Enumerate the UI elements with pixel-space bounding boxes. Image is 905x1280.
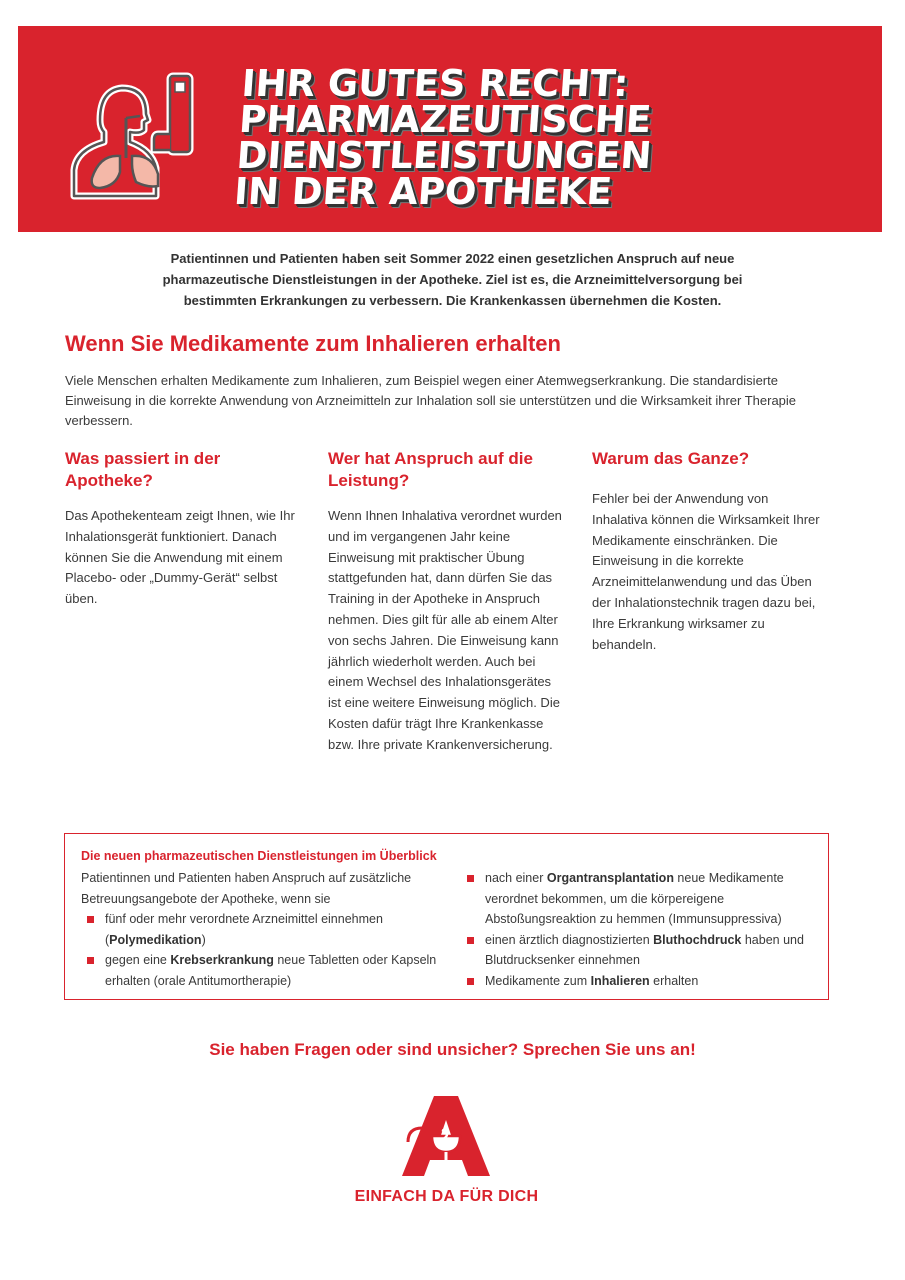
header-banner (18, 26, 882, 232)
overview-list-left (81, 909, 451, 991)
bullet-square-icon (87, 916, 94, 923)
bullet-square-icon (87, 957, 94, 964)
column-heading: Was passiert in der Apotheke? (65, 449, 221, 490)
banner-title-line: PHARMAZEUTISCHE (237, 98, 653, 141)
bullet-square-icon (467, 875, 474, 882)
footer-slogan: EINFACH DA FÜR DICH (354, 1188, 539, 1205)
banner-title-line: IHR GUTES RECHT: (240, 62, 630, 105)
overview-list-right (461, 868, 811, 992)
column-eligibility (328, 448, 563, 756)
apotheke-a-logo-icon (400, 1092, 492, 1180)
list-item: Medikamente zum Inhalieren erhalten (461, 971, 811, 992)
section-heading: Wenn Sie Medikamente zum Inhalieren erhalten (65, 331, 561, 356)
banner-title (232, 62, 703, 213)
bullet-square-icon (467, 937, 474, 944)
overview-title: Die neuen pharmazeutischen Dienstleistungen im Überblick (81, 849, 437, 863)
column-why (592, 448, 827, 655)
list-item: gegen eine Krebserkrankung neue Tabletten oder Kapseln erhalten (orale Antitumortherapie) (81, 950, 451, 991)
column-heading: Warum das Ganze? (592, 449, 750, 468)
overview-box (64, 833, 829, 1000)
section-lead: Viele Menschen erhalten Medikamente zum Inhalieren, zum Beispiel wegen einer Atemwegserkrankung. Die standardisierte Einweisung in die korrekte Anwendung von Arzneimitteln zur Inhalation soll sie unterstützen und die Wirksamkeit ihrer Therapie verbessern. (65, 373, 797, 428)
overview-left-column (81, 868, 451, 992)
overview-right-column (461, 868, 811, 992)
overview-intro: Patientinnen und Patienten haben Anspruch auf zusätzliche Betreuungsangebote der Apotheke, wenn sie (81, 871, 412, 906)
bullet-square-icon (467, 978, 474, 985)
banner-title-line: IN DER APOTHEKE (232, 170, 614, 213)
column-what-happens (65, 448, 300, 610)
list-item: fünf oder mehr verordnete Arzneimittel einnehmen (Polymedikation) (81, 909, 451, 950)
list-item: nach einer Organtransplantation neue Medikamente verordnet bekommen, um die körpereigene Abstoßungsreaktion zu hemmen (Immunsuppressiva) (461, 868, 811, 930)
column-text: Das Apothekenteam zeigt Ihnen, wie Ihr Inhalationsgerät funktioniert. Danach können Sie die Anwendung mit einem Placebo- oder „Dummy-Gerät“ selbst üben. (65, 508, 295, 607)
column-heading: Wer hat Anspruch auf die Leistung? (328, 449, 533, 490)
list-item: einen ärztlich diagnostizierten Bluthochdruck haben und Blutdrucksenker einnehmen (461, 930, 811, 971)
intro-paragraph: Patientinnen und Patienten haben seit Sommer 2022 einen gesetzlichen Anspruch auf neue pharmazeutische Dienstleistungen in der Apotheke. Ziel ist es, die Arzneimittelversorgung bei bestimmten Erkrankungen zu verbessern. Die Krankenkassen übernehmen die Kosten. (162, 251, 743, 308)
banner-title-line: DIENSTLEISTUNGEN (235, 134, 654, 177)
column-text: Wenn Ihnen Inhalativa verordnet wurden und im vergangenen Jahr keine Einweisung mit praktischer Übung stattgefunden hat, dann dürfen Sie das Training in der Apotheke in Anspruch nehmen. Dies gilt für alle ab einem Alter von sechs Jahren. Die Einweisung kann jährlich wiederholt werden. Auch bei einem Wechsel des Inhalationsgerätes ist eine weitere Einweisung möglich. Die Kosten dafür trägt Ihre Krankenkasse bzw. Ihre private Krankenversicherung. (328, 508, 562, 752)
call-to-action: Sie haben Fragen oder sind unsicher? Sprechen Sie uns an! (209, 1040, 696, 1059)
inhaler-lungs-icon (60, 68, 210, 203)
column-text: Fehler bei der Anwendung von Inhalativa können die Wirksamkeit Ihrer Medikamente einschränken. Die Einweisung in die korrekte Arzneimittelanwendung und das Üben der Inhalationstechnik tragen dazu bei, Ihre Erkrankung wirksamer zu behandeln. (592, 491, 820, 652)
